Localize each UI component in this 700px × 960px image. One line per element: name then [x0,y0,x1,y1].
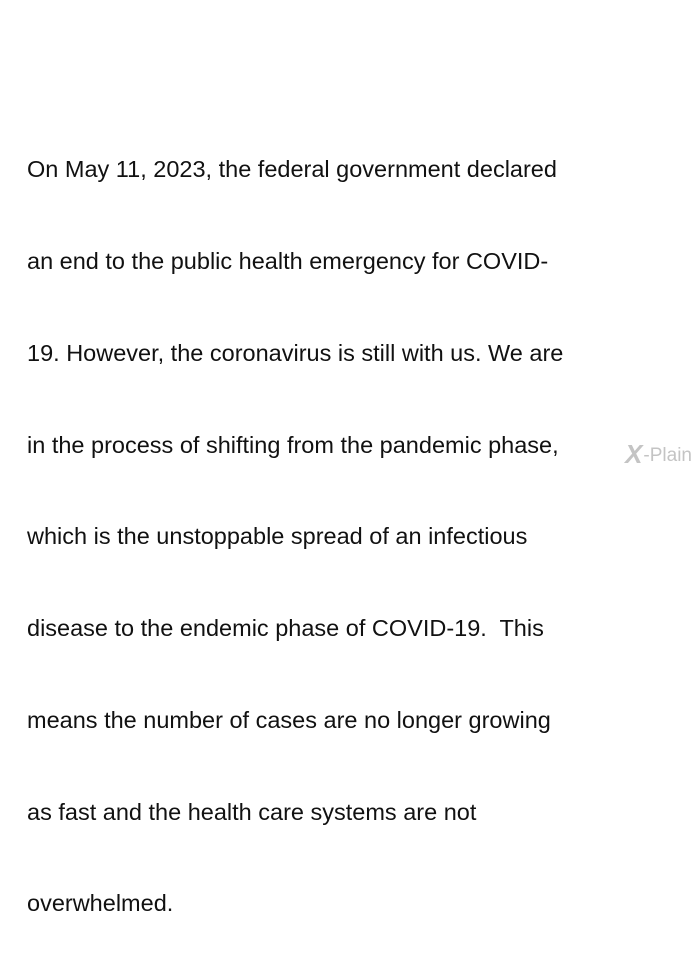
paragraph-line: an end to the public health emergency for COVID- [27,247,549,274]
paragraph-line: On May 11, 2023, the federal government declared [27,156,557,183]
paragraph-line: 19. However, the coronavirus is still with us. We are [27,339,564,366]
xplain-logo [625,439,692,469]
paragraph-line: disease to the endemic phase of COVID-19. This [27,615,544,642]
logo-x-icon: X [625,439,643,469]
paragraph-line: means the number of cases are no longer growing [27,706,551,733]
paragraph-line: as fast and the health care systems are not [27,798,477,825]
paragraph-line: overwhelmed. [27,890,174,917]
article-paragraph [27,93,667,960]
paragraph-line: which is the unstoppable spread of an infectious [27,523,528,550]
paragraph-line: in the process of shifting from the pandemic phase, [27,431,559,458]
logo-text: -Plain [643,445,692,466]
